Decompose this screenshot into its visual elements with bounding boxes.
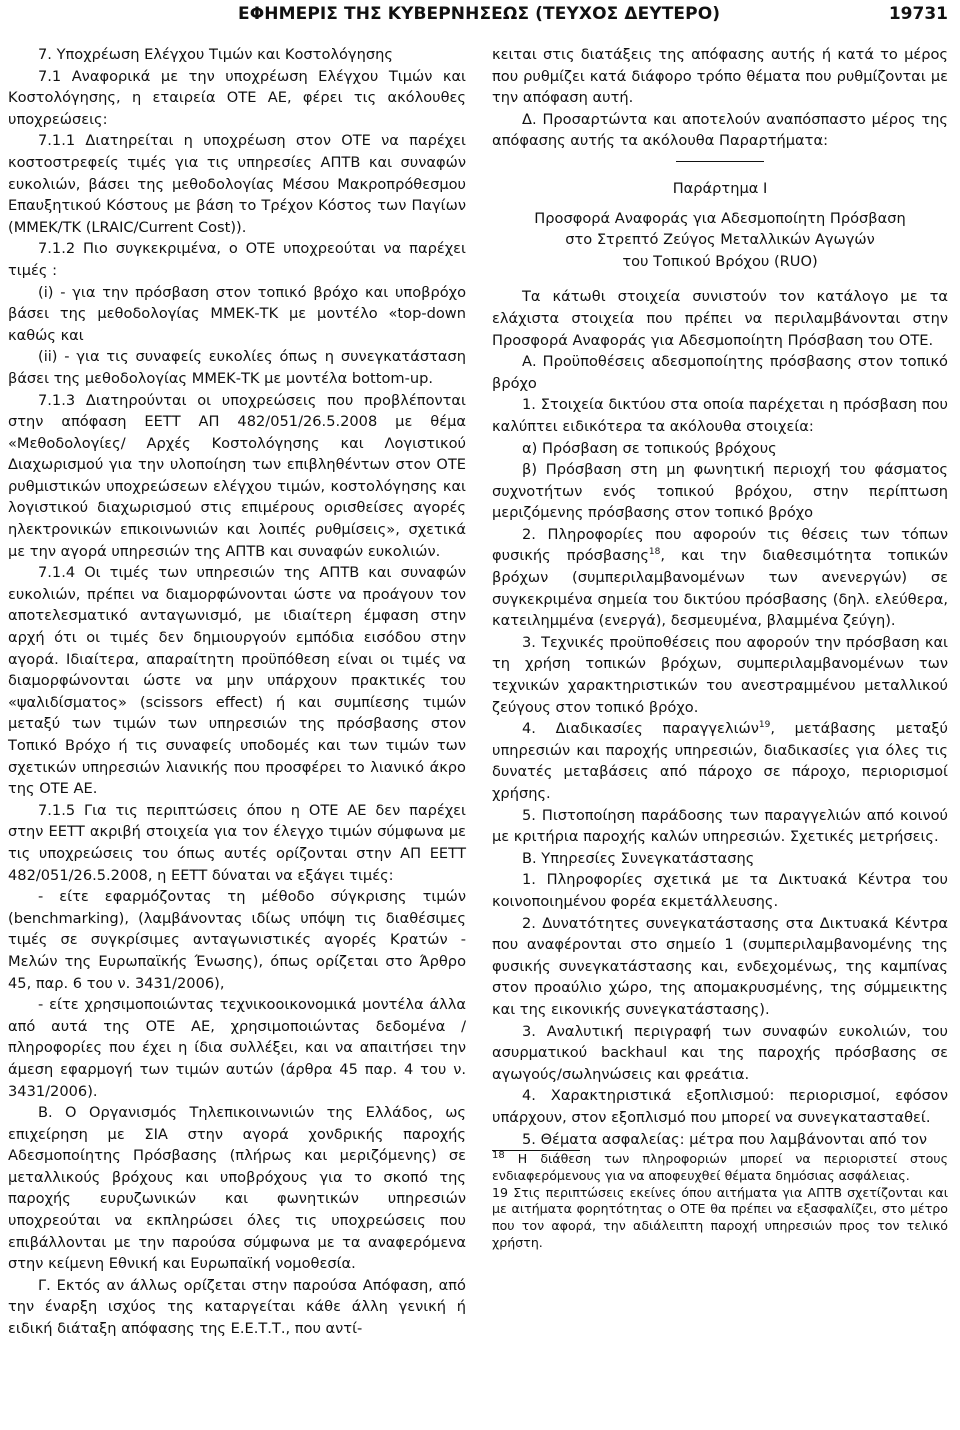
right-column bbox=[492, 44, 948, 1252]
page-number: 19731 bbox=[888, 4, 948, 24]
paragraph: Α. Προϋποθέσεις αδεσμοποίητης πρόσβασης στον τοπικό βρόχο bbox=[492, 353, 948, 392]
footnote-ref: 19 bbox=[758, 720, 771, 731]
paragraph: Τα κάτωθι στοιχεία συνιστούν τον κατάλογο με τα ελάχιστα στοιχεία που πρέπει να περιλαμβάνονται στην Προσφορά Αναφοράς για Αδεσμοποίητη Πρόσβαση του ΟΤΕ. bbox=[492, 288, 948, 349]
paragraph: 5. Πιστοποίηση παράδοσης των παραγγελιών από κοινού με κριτήρια παροχής καλών υπηρεσιών. Σχετικές μετρήσεις. bbox=[492, 806, 948, 846]
paragraph bbox=[492, 718, 948, 804]
paragraph: 2. Δυνατότητες συνεγκατάστασης στα Δικτυακά Κέντρα που αναφέρονται στο σημείο 1 (συμπεριλαμβανομένης της φυσικής συνεγκατάστασης και, ενδεχομένως, της καμπίνας στον προαύλιο χώρο, της απομακρυσμένης, της σύμμεικτης και της εικονικής συνεγκατάστασης). bbox=[492, 914, 948, 1018]
paragraph: (i) - για την πρόσβαση στον τοπικό βρόχο και υποβρόχο βάσει της μεθοδολογίας ΜΜΕΚ-ΤΚ με μοντέλο «top-down καθώς και bbox=[8, 283, 466, 344]
footnote-text: Η διάθεση των πληροφοριών μπορεί να περιοριστεί στους ενδιαφερόμενους για να αποφευχθεί θέματα δημόσιας ασφάλειας. bbox=[492, 1151, 948, 1183]
page-header bbox=[8, 0, 948, 30]
footnote bbox=[492, 1151, 948, 1185]
paragraph: 7.1.1 Διατηρείται η υποχρέωση στον ΟΤΕ να παρέχει κοστοστρεφείς τιμές για τις υπηρεσίες ΑΠΤΒ και συναφών ευκολιών, βάσει της μεθοδολογίας Μέσου Μακροπρόθεσμου Επαυξητικού Κόστους με βάση το Τρέχον Κόστος των Παγίων (ΜΜΕΚ/ΤΚ (LRAIC/Current Cost)). bbox=[8, 132, 466, 236]
text-run: 4. Διαδικασίες παραγγελιών bbox=[522, 720, 759, 738]
paragraph: 4. Χαρακτηριστικά εξοπλισμού: περιορισμοί, εφόσον υπάρχουν, στον εξοπλισμό που μπορεί να συνεγκατασταθεί. bbox=[492, 1087, 948, 1126]
paragraph bbox=[492, 524, 948, 632]
paragraph: Γ. Εκτός αν άλλως ορίζεται στην παρούσα Απόφαση, από την έναρξη ισχύος της καταργείται κάθε άλλη γενική ή ειδική διάταξη απόφασης της Ε.Ε.Τ.Τ., που αντί- bbox=[8, 1276, 466, 1338]
paragraph: - είτε χρησιμοποιώντας τεχνικοοικονομικά μοντέλα άλλα από αυτά της ΟΤΕ ΑΕ, χρησιμοποιώντας δεδομένα / πληροφορίες που έχει η ίδια συλλέξει, και να απαιτήσει την άμεση εφαρμογή των τιμών αυτών (άρθρα 45 παρ. 4 του ν. 3431/2006). bbox=[8, 996, 466, 1100]
paragraph: 7. Υποχρέωση Ελέγχου Τιμών και Κοστολόγησης bbox=[38, 46, 393, 63]
paragraph: 3. Τεχνικές προϋποθέσεις που αφορούν την πρόσβαση και τη χρήση τοπικών βρόχων, συμπεριλαμβανομένων των τεχνικών χαρακτηριστικών του ανεστραμμένου μεταλλικού ζεύγους στον τοπικό βρόχο. bbox=[492, 633, 948, 716]
footnote-text: Στις περιπτώσεις εκείνες όπου αιτήματα για ΑΠΤΒ σχετίζονται και με αιτήματα φορητότητας ο ΟΤΕ θα πρέπει να εξασφαλίζει, στο μέτρο που τον αφορά, την αδιάλειπτη παροχή υπηρεσιών προς τον τελικό χρήστη. bbox=[492, 1184, 948, 1251]
annex-subtitle: στο Στρεπτό Ζεύγος Μεταλλικών Αγωγών bbox=[565, 231, 875, 249]
paragraph: β) Πρόσβαση στη μη φωνητική περιοχή του φάσματος συχνοτήτων ενός τοπικού βρόχου, στην περίπτωση μεριζόμενης πρόσβασης στον τοπικό βρόχο bbox=[492, 461, 948, 522]
paragraph: κειται στις διατάξεις της απόφασης αυτής ή κατά το μέρος που ρυθμίζει κατά διάφορο τρόπο θέματα που ρυθμίζονται με την απόφαση αυτή. bbox=[492, 46, 948, 107]
paragraph: (ii) - για τις συναφείς ευκολίες όπως η συνεγκατάσταση βάσει της μεθοδολογίας ΜΜΕΚ-ΤΚ με μοντέλα bottom-up. bbox=[8, 348, 466, 387]
annex-subtitle: Προσφορά Αναφοράς για Αδεσμοποίητη Πρόσβαση bbox=[534, 209, 906, 227]
paragraph: 7.1 Αναφορικά με την υποχρέωση Ελέγχου Τιμών και Κοστολόγησης, η εταιρεία ΟΤΕ ΑΕ, φέρει τις ακόλουθες υποχρεώσεις: bbox=[8, 67, 466, 128]
footnote-ref: 18 bbox=[648, 547, 661, 558]
paragraph: 5. Θέματα ασφαλείας: μέτρα που λαμβάνονται από τον bbox=[522, 1130, 928, 1148]
paragraph: 7.1.5 Για τις περιπτώσεις όπου η ΟΤΕ ΑΕ δεν παρέχει στην ΕΕΤΤ ακριβή στοιχεία για τον έλεγχο τιμών σύμφωνα με τις υποχρεώσεις του όπως αυτές ορίζονται στην ΑΠ ΕΕΤΤ 482/051/26.5.2008, η ΕΕΤΤ δύναται να εξάγει τιμές: bbox=[8, 801, 466, 884]
paragraph: 3. Αναλυτική περιγραφή των συναφών ευκολιών, του ασυρματικού backhaul και της παροχής πρόσβασης σε αγωγούς/σωληνώσεις και φρεάτια. bbox=[492, 1022, 948, 1083]
left-column bbox=[8, 44, 466, 1340]
annex-title: Παράρτημα Ι bbox=[672, 179, 768, 197]
text-run: , μετάβασης μεταξύ υπηρεσιών και παροχής υπηρεσιών, διαδικασίες για όλες τις δυνατές μεταβάσεις από πάροχο σε πάροχο, περιορισμοί χρήσης. bbox=[492, 720, 949, 802]
gazette-title: ΕΦΗΜΕΡΙΣ ΤΗΣ ΚΥΒΕΡΝΗΣΕΩΣ (ΤΕΥΧΟΣ ΔΕΥΤΕΡΟ) bbox=[238, 4, 721, 24]
annex-subtitle: του Τοπικού Βρόχου (RUO) bbox=[622, 252, 818, 270]
paragraph: Δ. Προσαρτώντα και αποτελούν αναπόσπαστο μέρος της απόφασης αυτής τα ακόλουθα Παραρτήματα: bbox=[492, 110, 948, 150]
footnote-number: 19 bbox=[492, 1184, 509, 1200]
paragraph: α) Πρόσβαση σε τοπικούς βρόχους bbox=[522, 439, 777, 457]
paragraph: 7.1.2 Πιο συγκεκριμένα, ο ΟΤΕ υποχρεούται να παρέχει τιμές : bbox=[8, 240, 466, 279]
paragraph: - είτε εφαρμόζοντας τη μέθοδο σύγκρισης τιμών (benchmarking), (λαμβάνοντας ιδίως υπόψη τις διαθέσιμες τιμές σε συγκρίσιμες ανταγωνιστικές αγορές Κρατών - Μελών της Ευρωπαϊκής Ένωσης), όπως ορίζεται στο Άρθρο 45, παρ. 6 του ν. 3431/2006), bbox=[8, 888, 466, 992]
paragraph: 1. Στοιχεία δικτύου στα οποία παρέχεται η πρόσβαση που καλύπτει ειδικότερα τα ακόλουθα στοιχεία: bbox=[492, 396, 948, 435]
text-run: , και την διαθεσιμότητα τοπικών βρόχων (συμπεριλαμβανομένων των ανενεργών) σε συγκεκριμένα σημεία του δικτύου πρόσβασης (δηλ. ελεύθερα, κατειλημμένα (ενεργά), δεσμευμένα, βλαμμένα ζεύγη). bbox=[492, 547, 948, 630]
footnote bbox=[492, 1185, 948, 1252]
paragraph: 1. Πληροφορίες σχετικά με τα Δικτυακά Κέντρα του κοινοποιημένου φορέα εκμετάλλευσης. bbox=[492, 871, 948, 910]
paragraph: 7.1.4 Οι τιμές των υπηρεσιών της ΑΠΤΒ και συναφών ευκολιών, πρέπει να διαμορφώνονται ώστε να προάγουν τον αποτελεσματικό ανταγωνισμό, με ιδιαίτερη έμφαση στην αρχή ότι οι τιμές δεν δημιουργούν εμπόδια εισόδου στην αγορά. Ιδιαίτερα, απαραίτητη προϋπόθεση είναι οι τιμές να διαμορφώνονται ώστε να μην υπάρχουν πρακτικές του «ψαλιδίσματος» (scissors effect) ή και συμπίεσης τιμών μεταξύ των τιμών των υπηρεσιών της πρόσβασης στον Τοπικό Βρόχο ή τις συναφείς υποδομές και των τιμών των σχετικών υπηρεσιών λιανικής που προσφέρει το λιανικό άκρο της ΟΤΕ ΑΕ. bbox=[8, 564, 466, 798]
footnote-number: 18 bbox=[492, 1149, 505, 1161]
section-divider bbox=[676, 161, 764, 162]
paragraph: 7.1.3 Διατηρούνται οι υποχρεώσεις που προβλέπονται στην απόφαση ΕΕΤΤ ΑΠ 482/051/26.5.2008 με θέμα «Μεθοδολογίες/ Αρχές Κοστολόγησης και Λογιστικού Διαχωρισμού για την υλοποίηση των επιβληθέντων στον ΟΤΕ ρυθμιστικών υποχρεώσεων ελέγχου τιμών, κοστολόγησης και λογιστικού διαχωρισμού στις επιμέρους ορισθείσες αγορές ηλεκτρονικών επικοινωνιών και λοιπές ρυθμίσεις», σχετικά με την αγορά υπηρεσιών της ΑΠΤΒ και συναφών ευκολιών. bbox=[8, 391, 466, 560]
paragraph: Β. Υπηρεσίες Συνεγκατάστασης bbox=[522, 849, 755, 867]
paragraph: Β. Ο Οργανισμός Τηλεπικοινωνιών της Ελλάδος, ως επιχείρηση με ΣΙΑ στην αγορά χονδρικής παροχής Αδεσμοποίητης Πρόσβασης (πλήρως και μεριζόμενης) σε μεταλλικούς βρόχους και υποβρόχους για το σκοπό της παροχής ευρυζωνικών και φωνητικών υπηρεσιών υποχρεούται να εκπληρώσει όλες τις υποχρεώσεις που επιβάλλονται με την παρούσα σύμφωνα με τα αναφερόμενα στην κείμενη Εθνική και Ευρωπαϊκή νομοθεσία. bbox=[8, 1104, 466, 1273]
text-run: 2. Πληροφορίες που αφορούν τις θέσεις των τόπων φυσικής πρόσβασης bbox=[492, 525, 948, 565]
